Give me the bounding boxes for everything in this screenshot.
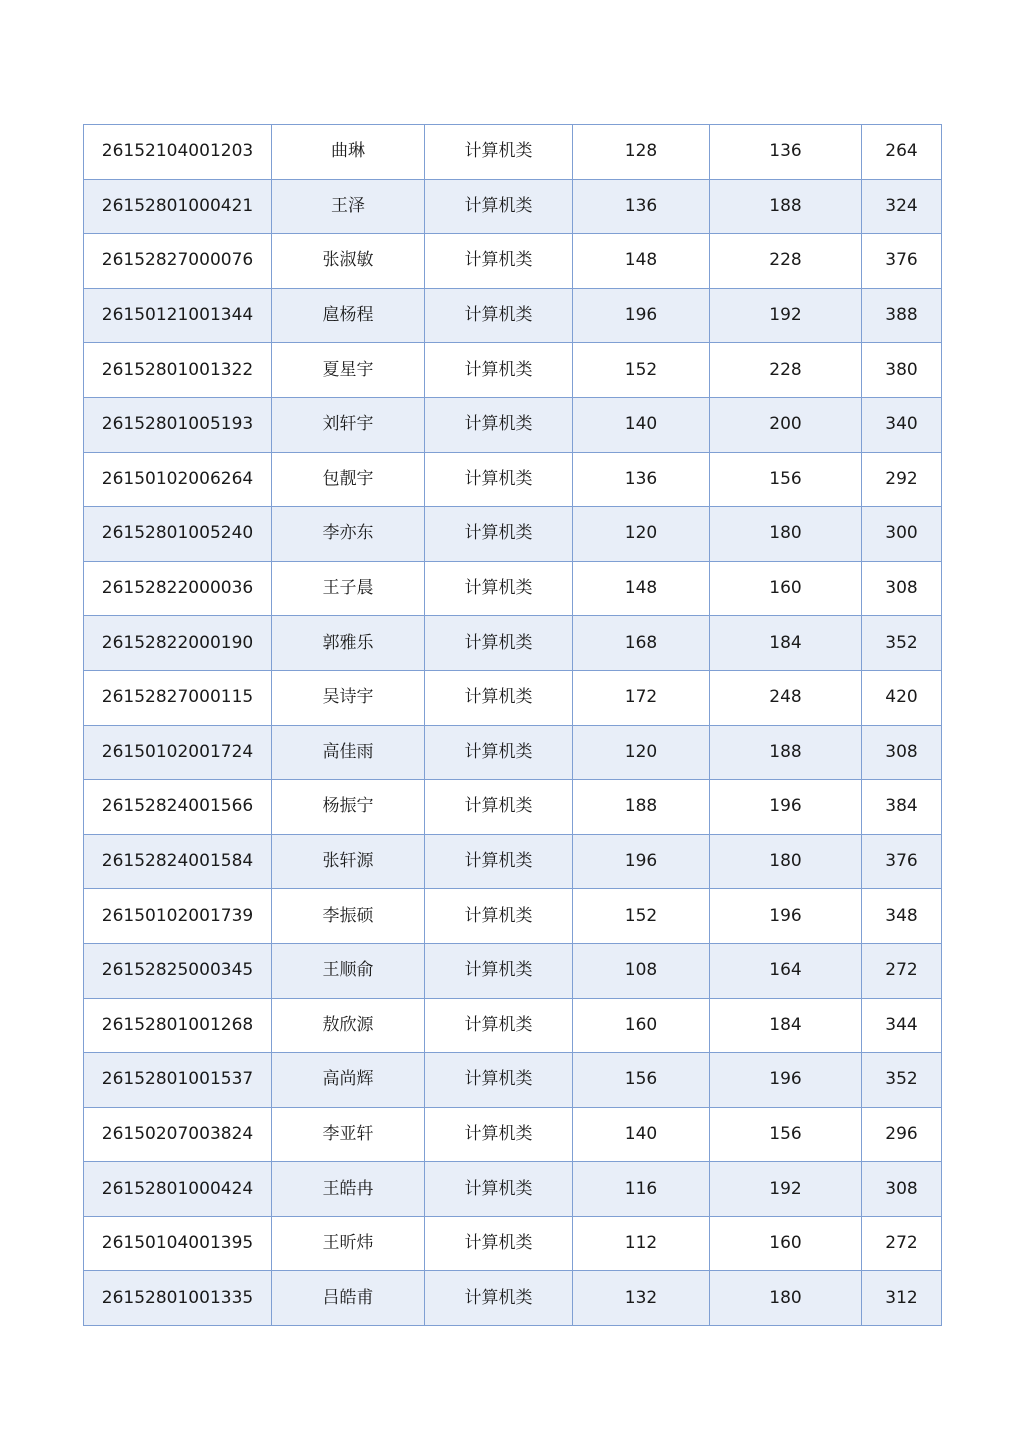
table-row xyxy=(84,1271,942,1326)
major-category-cell: 计算机类 xyxy=(425,561,573,616)
major-category-cell: 计算机类 xyxy=(425,725,573,780)
student-name-cell: 夏星宇 xyxy=(272,343,425,398)
score-1-cell: 148 xyxy=(573,561,710,616)
major-category-cell: 计算机类 xyxy=(425,943,573,998)
total-score-cell: 376 xyxy=(862,234,942,289)
score-1-cell: 136 xyxy=(573,179,710,234)
table-row xyxy=(84,179,942,234)
table-row xyxy=(84,234,942,289)
score-1-cell: 132 xyxy=(573,1271,710,1326)
candidate-id-cell: 26152801005240 xyxy=(84,507,272,562)
major-category-cell: 计算机类 xyxy=(425,780,573,835)
student-name-cell: 高佳雨 xyxy=(272,725,425,780)
major-category-cell: 计算机类 xyxy=(425,1271,573,1326)
score-1-cell: 196 xyxy=(573,834,710,889)
score-1-cell: 128 xyxy=(573,125,710,180)
total-score-cell: 340 xyxy=(862,397,942,452)
student-name-cell: 李振硕 xyxy=(272,889,425,944)
candidate-id-cell: 26152104001203 xyxy=(84,125,272,180)
candidate-id-cell: 26152801001322 xyxy=(84,343,272,398)
student-name-cell: 张轩源 xyxy=(272,834,425,889)
total-score-cell: 384 xyxy=(862,780,942,835)
score-1-cell: 172 xyxy=(573,670,710,725)
candidate-id-cell: 26150102006264 xyxy=(84,452,272,507)
score-2-cell: 228 xyxy=(710,234,862,289)
score-2-cell: 196 xyxy=(710,889,862,944)
total-score-cell: 272 xyxy=(862,1216,942,1271)
candidate-id-cell: 26150102001739 xyxy=(84,889,272,944)
major-category-cell: 计算机类 xyxy=(425,452,573,507)
score-1-cell: 140 xyxy=(573,397,710,452)
table-row xyxy=(84,998,942,1053)
table-row xyxy=(84,125,942,180)
student-name-cell: 王顺俞 xyxy=(272,943,425,998)
candidate-id-cell: 26150104001395 xyxy=(84,1216,272,1271)
candidate-id-cell: 26152801001335 xyxy=(84,1271,272,1326)
score-1-cell: 156 xyxy=(573,1053,710,1108)
major-category-cell: 计算机类 xyxy=(425,1053,573,1108)
student-name-cell: 曲琳 xyxy=(272,125,425,180)
major-category-cell: 计算机类 xyxy=(425,1107,573,1162)
student-name-cell: 杨振宁 xyxy=(272,780,425,835)
total-score-cell: 296 xyxy=(862,1107,942,1162)
score-1-cell: 136 xyxy=(573,452,710,507)
table-row xyxy=(84,507,942,562)
total-score-cell: 352 xyxy=(862,1053,942,1108)
major-category-cell: 计算机类 xyxy=(425,179,573,234)
table-row xyxy=(84,670,942,725)
total-score-cell: 264 xyxy=(862,125,942,180)
score-table xyxy=(83,124,942,1326)
table-row xyxy=(84,288,942,343)
major-category-cell: 计算机类 xyxy=(425,343,573,398)
score-2-cell: 192 xyxy=(710,288,862,343)
score-2-cell: 188 xyxy=(710,725,862,780)
major-category-cell: 计算机类 xyxy=(425,834,573,889)
total-score-cell: 380 xyxy=(862,343,942,398)
table-row xyxy=(84,561,942,616)
total-score-cell: 272 xyxy=(862,943,942,998)
major-category-cell: 计算机类 xyxy=(425,397,573,452)
score-2-cell: 196 xyxy=(710,780,862,835)
score-2-cell: 180 xyxy=(710,1271,862,1326)
candidate-id-cell: 26150121001344 xyxy=(84,288,272,343)
major-category-cell: 计算机类 xyxy=(425,616,573,671)
score-1-cell: 108 xyxy=(573,943,710,998)
score-2-cell: 184 xyxy=(710,998,862,1053)
table-row xyxy=(84,1216,942,1271)
total-score-cell: 344 xyxy=(862,998,942,1053)
total-score-cell: 308 xyxy=(862,561,942,616)
candidate-id-cell: 26152801000421 xyxy=(84,179,272,234)
candidate-id-cell: 26152822000190 xyxy=(84,616,272,671)
candidate-id-cell: 26152824001584 xyxy=(84,834,272,889)
student-name-cell: 吴诗宇 xyxy=(272,670,425,725)
score-2-cell: 192 xyxy=(710,1162,862,1217)
candidate-id-cell: 26152825000345 xyxy=(84,943,272,998)
major-category-cell: 计算机类 xyxy=(425,670,573,725)
score-1-cell: 168 xyxy=(573,616,710,671)
table-row xyxy=(84,616,942,671)
candidate-id-cell: 26152824001566 xyxy=(84,780,272,835)
score-2-cell: 136 xyxy=(710,125,862,180)
student-name-cell: 包靓宇 xyxy=(272,452,425,507)
major-category-cell: 计算机类 xyxy=(425,1216,573,1271)
score-2-cell: 160 xyxy=(710,561,862,616)
student-name-cell: 王皓冉 xyxy=(272,1162,425,1217)
candidate-id-cell: 26152801005193 xyxy=(84,397,272,452)
table-row xyxy=(84,725,942,780)
table-row xyxy=(84,943,942,998)
score-1-cell: 152 xyxy=(573,889,710,944)
total-score-cell: 352 xyxy=(862,616,942,671)
table-row xyxy=(84,889,942,944)
score-2-cell: 156 xyxy=(710,1107,862,1162)
student-name-cell: 王泽 xyxy=(272,179,425,234)
score-2-cell: 184 xyxy=(710,616,862,671)
candidate-id-cell: 26150207003824 xyxy=(84,1107,272,1162)
table-row xyxy=(84,343,942,398)
score-2-cell: 228 xyxy=(710,343,862,398)
candidate-id-cell: 26152801001537 xyxy=(84,1053,272,1108)
table-row xyxy=(84,1162,942,1217)
major-category-cell: 计算机类 xyxy=(425,889,573,944)
score-1-cell: 148 xyxy=(573,234,710,289)
student-name-cell: 王子晨 xyxy=(272,561,425,616)
score-2-cell: 180 xyxy=(710,834,862,889)
score-1-cell: 152 xyxy=(573,343,710,398)
score-2-cell: 200 xyxy=(710,397,862,452)
table-row xyxy=(84,452,942,507)
total-score-cell: 388 xyxy=(862,288,942,343)
student-name-cell: 扈杨程 xyxy=(272,288,425,343)
student-name-cell: 高尚辉 xyxy=(272,1053,425,1108)
student-name-cell: 刘轩宇 xyxy=(272,397,425,452)
student-name-cell: 王昕炜 xyxy=(272,1216,425,1271)
score-2-cell: 164 xyxy=(710,943,862,998)
score-2-cell: 156 xyxy=(710,452,862,507)
total-score-cell: 312 xyxy=(862,1271,942,1326)
score-table-body xyxy=(84,125,942,1326)
score-1-cell: 160 xyxy=(573,998,710,1053)
score-1-cell: 188 xyxy=(573,780,710,835)
candidate-id-cell: 26152822000036 xyxy=(84,561,272,616)
score-2-cell: 180 xyxy=(710,507,862,562)
candidate-id-cell: 26150102001724 xyxy=(84,725,272,780)
score-1-cell: 112 xyxy=(573,1216,710,1271)
student-name-cell: 李亦东 xyxy=(272,507,425,562)
table-row xyxy=(84,1053,942,1108)
table-row xyxy=(84,780,942,835)
major-category-cell: 计算机类 xyxy=(425,998,573,1053)
total-score-cell: 292 xyxy=(862,452,942,507)
candidate-id-cell: 26152827000076 xyxy=(84,234,272,289)
total-score-cell: 324 xyxy=(862,179,942,234)
candidate-id-cell: 26152827000115 xyxy=(84,670,272,725)
total-score-cell: 300 xyxy=(862,507,942,562)
score-1-cell: 120 xyxy=(573,507,710,562)
score-1-cell: 140 xyxy=(573,1107,710,1162)
score-1-cell: 116 xyxy=(573,1162,710,1217)
student-name-cell: 郭雅乐 xyxy=(272,616,425,671)
table-row xyxy=(84,1107,942,1162)
score-2-cell: 188 xyxy=(710,179,862,234)
score-2-cell: 248 xyxy=(710,670,862,725)
student-name-cell: 敖欣源 xyxy=(272,998,425,1053)
total-score-cell: 308 xyxy=(862,725,942,780)
candidate-id-cell: 26152801001268 xyxy=(84,998,272,1053)
table-row xyxy=(84,834,942,889)
score-2-cell: 160 xyxy=(710,1216,862,1271)
total-score-cell: 420 xyxy=(862,670,942,725)
score-1-cell: 196 xyxy=(573,288,710,343)
student-name-cell: 李亚轩 xyxy=(272,1107,425,1162)
major-category-cell: 计算机类 xyxy=(425,288,573,343)
score-1-cell: 120 xyxy=(573,725,710,780)
total-score-cell: 348 xyxy=(862,889,942,944)
major-category-cell: 计算机类 xyxy=(425,507,573,562)
major-category-cell: 计算机类 xyxy=(425,1162,573,1217)
student-name-cell: 吕皓甫 xyxy=(272,1271,425,1326)
major-category-cell: 计算机类 xyxy=(425,234,573,289)
total-score-cell: 376 xyxy=(862,834,942,889)
student-name-cell: 张淑敏 xyxy=(272,234,425,289)
major-category-cell: 计算机类 xyxy=(425,125,573,180)
total-score-cell: 308 xyxy=(862,1162,942,1217)
table-row xyxy=(84,397,942,452)
candidate-id-cell: 26152801000424 xyxy=(84,1162,272,1217)
score-2-cell: 196 xyxy=(710,1053,862,1108)
